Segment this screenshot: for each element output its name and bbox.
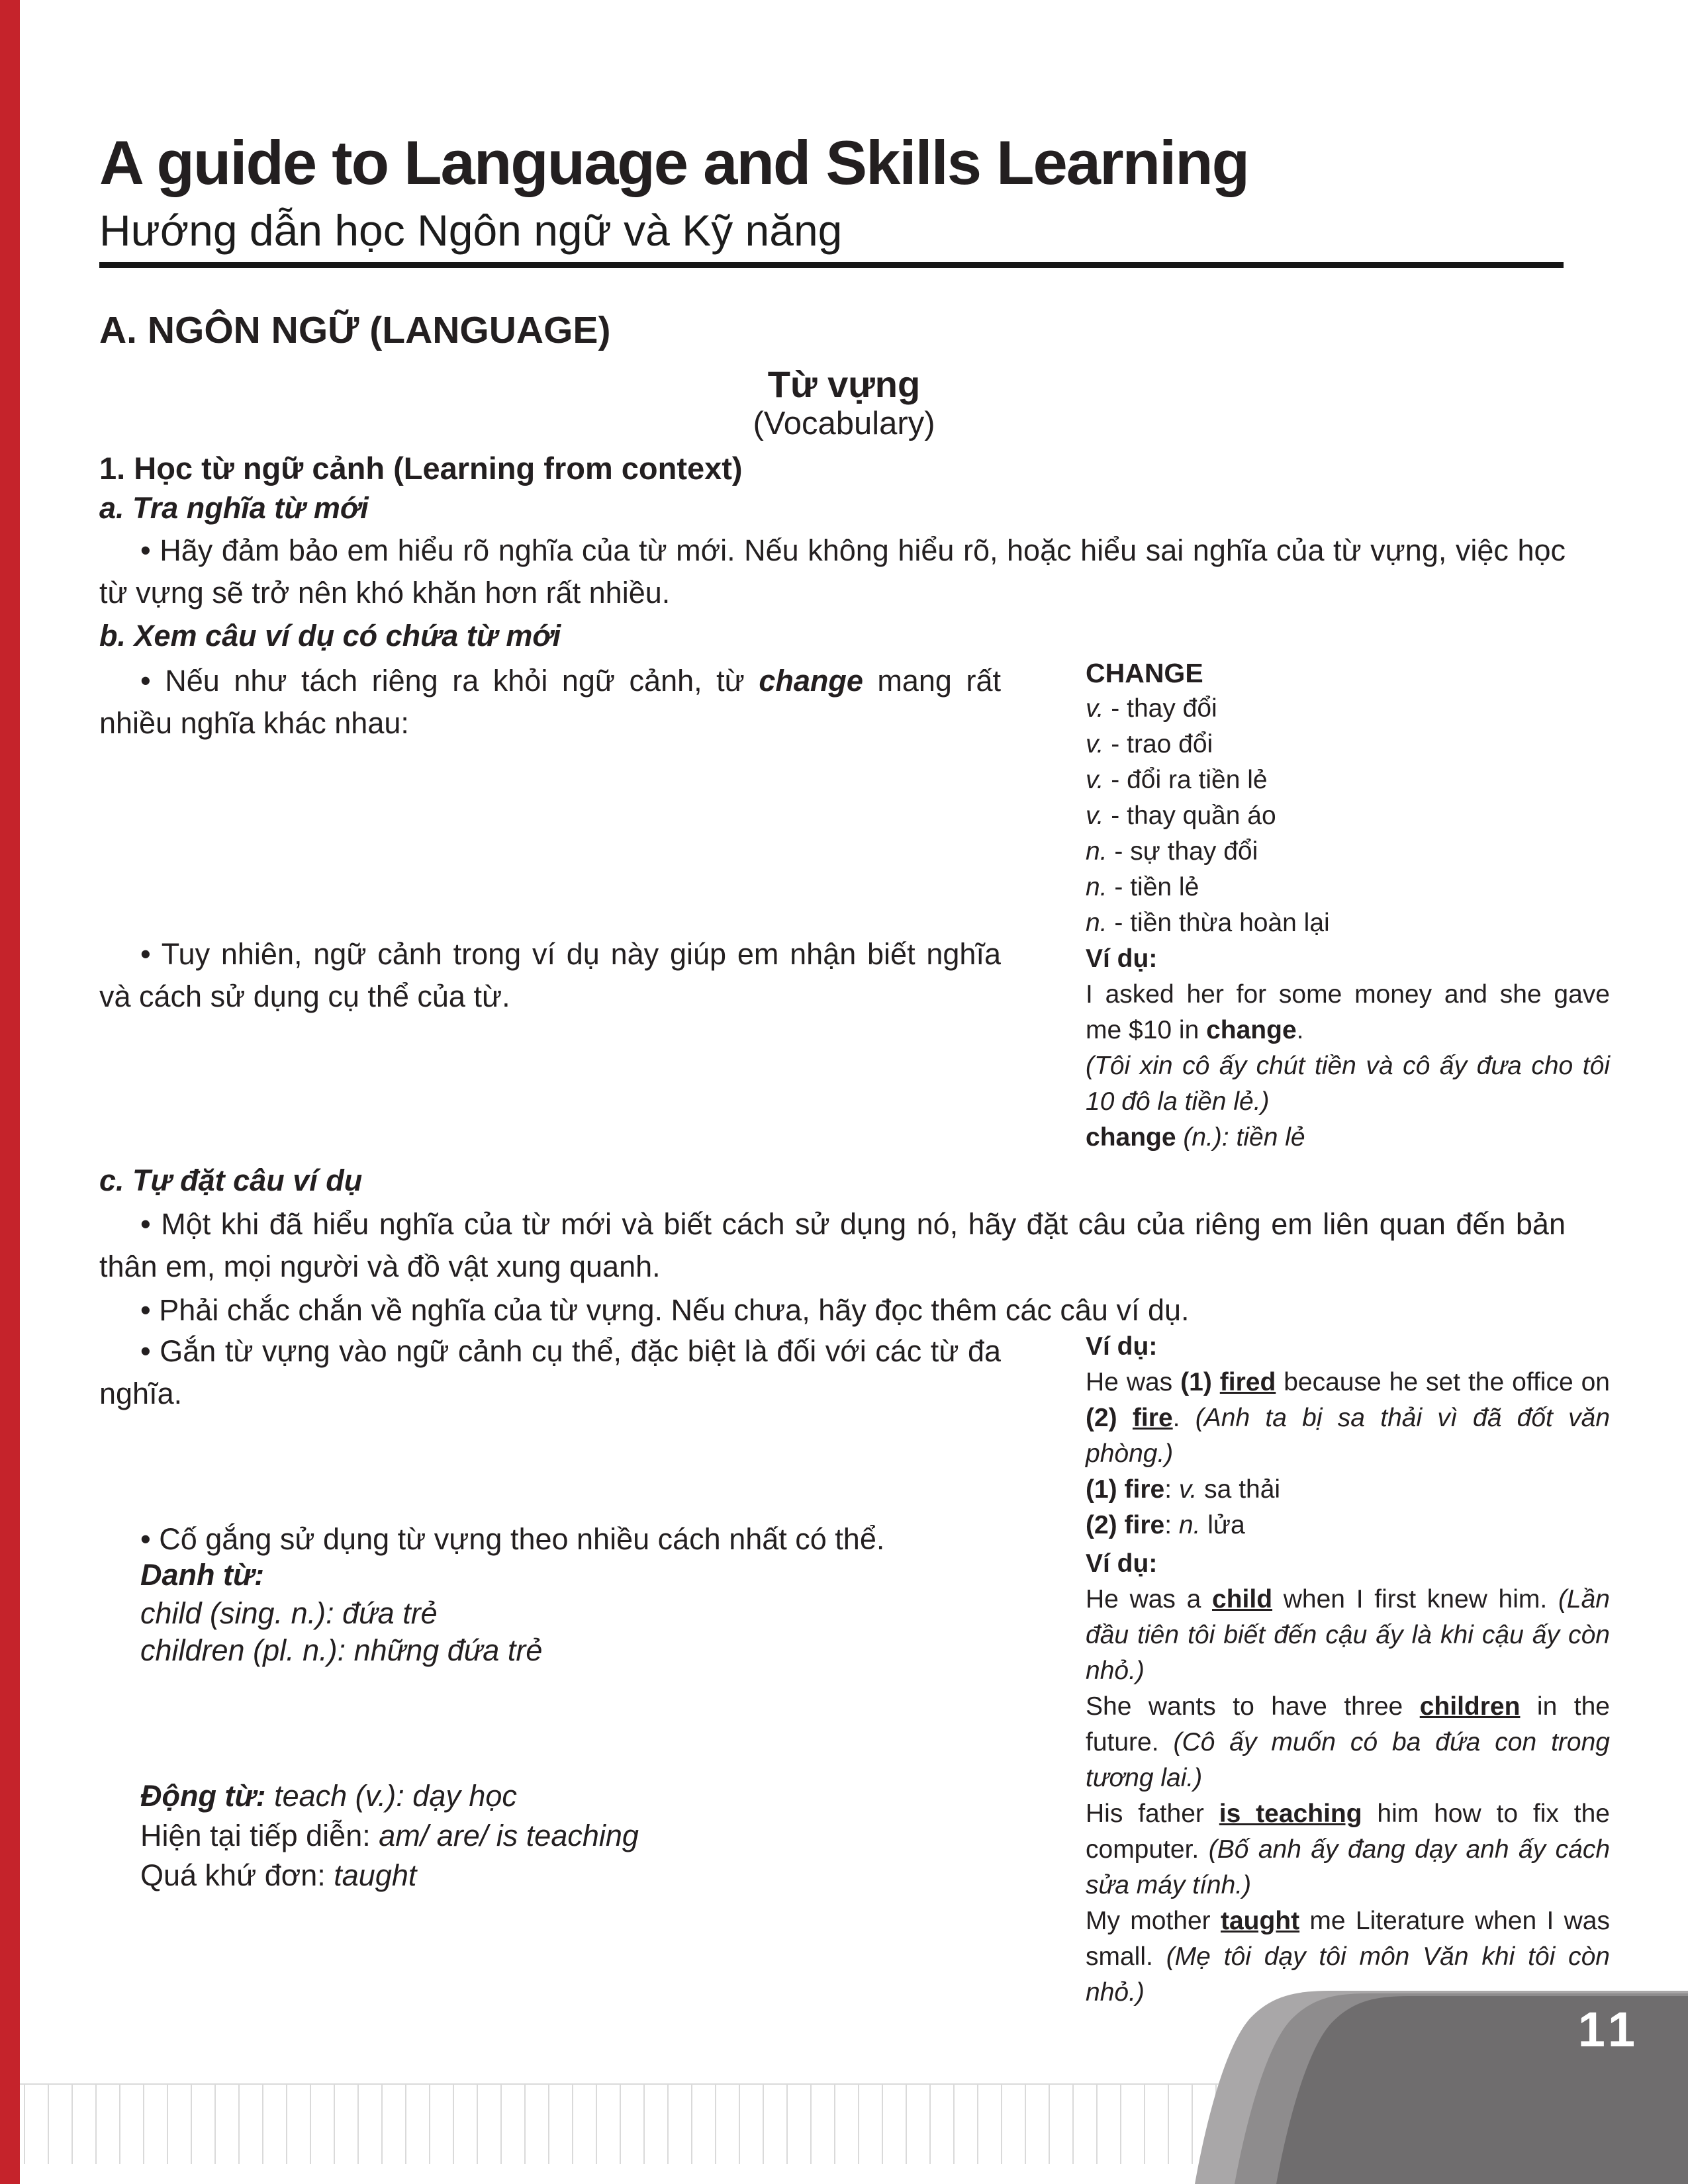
- page-subtitle: Hướng dẫn học Ngôn ngữ và Kỹ năng: [99, 206, 843, 255]
- dictionary-headword: CHANGE: [1086, 658, 1203, 688]
- fire-definition-1: (1) fire: v. sa thải: [1086, 1475, 1281, 1504]
- noun-forms-label: Danh từ:: [140, 1558, 265, 1592]
- section-a-heading: A. NGÔN NGỮ (LANGUAGE): [99, 309, 611, 351]
- noun-singular-line: child (sing. n.): đứa trẻ: [140, 1596, 438, 1630]
- past-tense-line: Quá khứ đơn: taught: [140, 1858, 417, 1892]
- dictionary-sense: n. - tiền thừa hoàn lại: [1086, 909, 1330, 937]
- fire-example-block: [1086, 1329, 1610, 1543]
- example-note: change (n.): tiền lẻ: [1086, 1123, 1305, 1152]
- verb-forms-label: Động từ: teach (v.): dạy học: [140, 1779, 517, 1813]
- example-label: Ví dụ:: [1086, 1549, 1158, 1578]
- part-b-bullet-2: • Tuy nhiên, ngữ cảnh trong ví dụ này giúp em nhận biết nghĩa và cách sử dụng cụ thể của từ.: [99, 937, 1001, 1013]
- example-sentence: His father is teaching him how to fix the computer. (Bố anh ấy đang dạy anh ấy cách sửa máy tính.): [1086, 1799, 1611, 1899]
- usage-examples-block: [1086, 1546, 1610, 2011]
- dictionary-sense: v. - thay đổi: [1086, 694, 1217, 723]
- lesson-1-heading: 1. Học từ ngữ cảnh (Learning from context): [99, 451, 743, 486]
- page-number: 11: [1577, 2002, 1640, 2057]
- red-edge-bar: [0, 0, 20, 2184]
- dictionary-sense: v. - đổi ra tiền lẻ: [1086, 766, 1268, 794]
- example-sentence: She wants to have three children in the future. (Cô ấy muốn có ba đứa con trong tương lai.): [1086, 1692, 1610, 1792]
- example-sentence: He was a child when I first knew him. (Lần đầu tiên tôi biết đến cậu ấy là khi cậu ấy còn nhỏ.): [1086, 1585, 1610, 1685]
- dictionary-sense: v. - thay quần áo: [1086, 801, 1276, 830]
- topic-subtitle: (Vocabulary): [753, 406, 935, 441]
- part-b-heading: b. Xem câu ví dụ có chứa từ mới: [99, 619, 561, 653]
- part-c-bullet-2: • Phải chắc chắn về nghĩa của từ vựng. Nếu chưa, hãy đọc thêm các câu ví dụ.: [140, 1293, 1190, 1327]
- example-label: Ví dụ:: [1086, 944, 1158, 973]
- example-sentence: I asked her for some money and she gave me $10 in change.: [1086, 980, 1610, 1044]
- part-c-heading: c. Tự đặt câu ví dụ: [99, 1163, 363, 1197]
- page-title: A guide to Language and Skills Learning: [99, 128, 1249, 197]
- example-label: Ví dụ:: [1086, 1332, 1158, 1361]
- noun-plural-line: children (pl. n.): những đứa trẻ: [140, 1633, 543, 1667]
- part-a-bullet: • Hãy đảm bảo em hiểu rõ nghĩa của từ mới. Nếu không hiểu rõ, hoặc hiểu sai nghĩa của từ vựng, việc học từ vựng sẽ trở nên khó khăn hơn rất nhiều.: [99, 533, 1566, 610]
- part-c-bullet-4: • Cố gắng sử dụng từ vựng theo nhiều cách nhất có thể.: [140, 1522, 885, 1556]
- part-c-bullet-1: • Một khi đã hiểu nghĩa của từ mới và biết cách sử dụng nó, hãy đặt câu của riêng em liên quan đến bản thân em, mọi người và đồ vật xung quanh.: [99, 1207, 1566, 1283]
- present-tense-line: Hiện tại tiếp diễn: am/ are/ is teaching: [140, 1819, 639, 1852]
- part-b-bullet-1: • Nếu như tách riêng ra khỏi ngữ cảnh, từ change mang rất nhiều nghĩa khác nhau:: [99, 664, 1001, 740]
- part-a-heading: a. Tra nghĩa từ mới: [99, 491, 369, 525]
- fire-definition-2: (2) fire: n. lửa: [1086, 1511, 1245, 1539]
- dictionary-sense: n. - sự thay đổi: [1086, 837, 1258, 866]
- part-c-bullet-3: • Gắn từ vựng vào ngữ cảnh cụ thể, đặc biệt là đối với các từ đa nghĩa.: [99, 1334, 1001, 1410]
- dictionary-sense: v. - trao đổi: [1086, 730, 1213, 758]
- header-rule-divider: [99, 262, 1564, 268]
- example-sentence: He was (1) fired because he set the office on (2) fire. (Anh ta bị sa thải vì đã đốt văn phòng.): [1086, 1368, 1611, 1468]
- dictionary-sense: n. - tiền lẻ: [1086, 873, 1199, 901]
- example-sentence: My mother taught me Literature when I was small. (Mẹ tôi dạy tôi môn Văn khi tôi còn nhỏ.): [1086, 1907, 1610, 2007]
- example-translation: (Tôi xin cô ấy chút tiền và cô ấy đưa cho tôi 10 đô la tiền lẻ.): [1086, 1052, 1610, 1116]
- dictionary-entry-change: [1086, 655, 1610, 1156]
- topic-title: Từ vựng: [767, 363, 921, 405]
